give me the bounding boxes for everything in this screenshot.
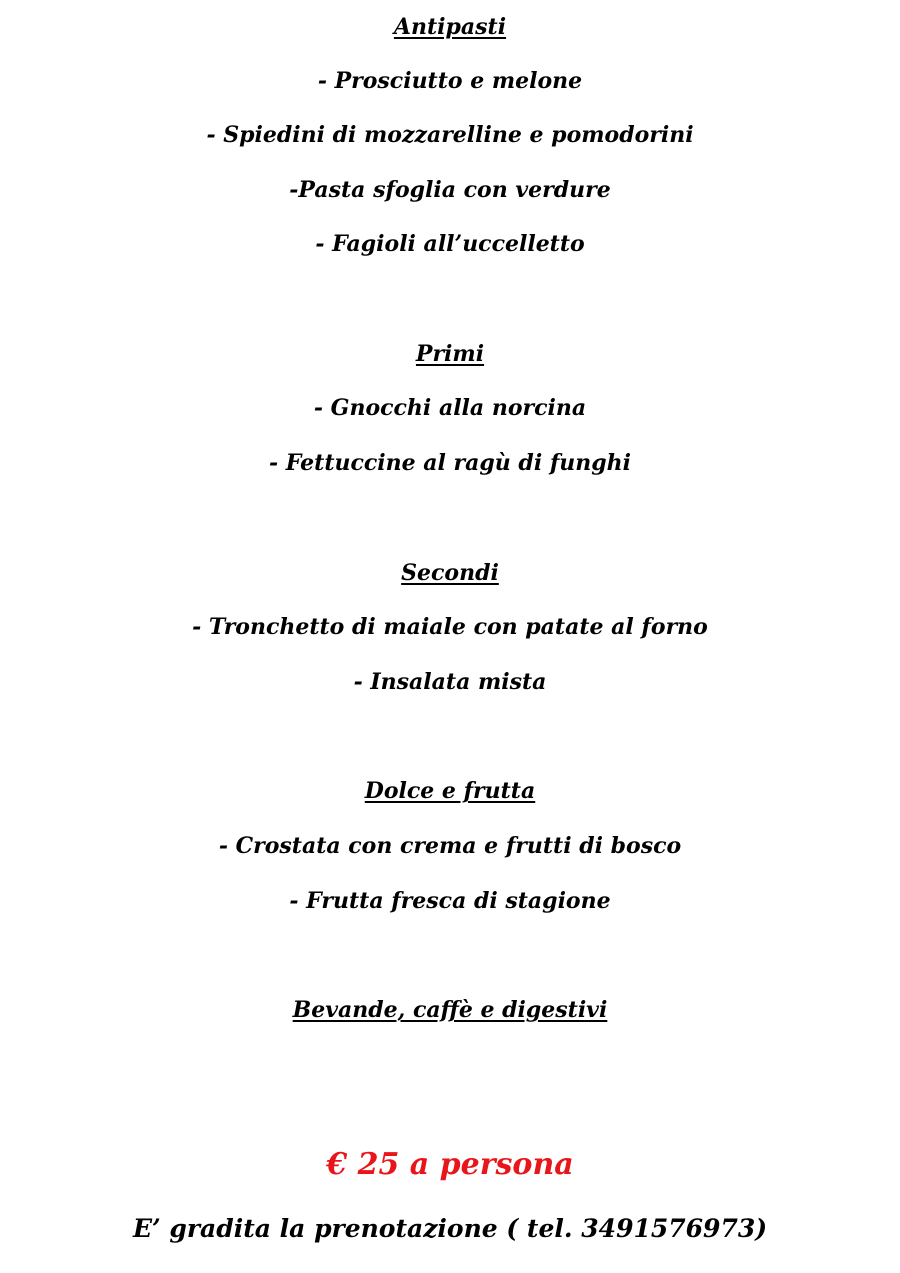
- section-heading-dolce-e-frutta: Dolce e frutta: [364, 778, 536, 804]
- menu-item: - Gnocchi alla norcina: [313, 395, 587, 421]
- menu-item: - Fagioli all’uccelletto: [315, 231, 585, 257]
- menu-item: - Crostata con crema e frutti di bosco: [218, 833, 682, 859]
- menu-item: - Fettuccine al ragù di funghi: [268, 450, 632, 476]
- menu-item: - Tronchetto di maiale con patate al forno: [192, 614, 708, 640]
- section-heading-secondi: Secondi: [401, 560, 499, 586]
- booking-note: E’ gradita la prenotazione ( tel. 3491576973): [132, 1214, 768, 1243]
- menu-item: - Prosciutto e melone: [317, 68, 583, 94]
- section-heading-primi: Primi: [415, 341, 485, 367]
- price-per-person: € 25 a persona: [326, 1147, 574, 1182]
- section-heading-bevande: Bevande, caffè e digestivi: [292, 997, 608, 1023]
- menu-item: - Insalata mista: [353, 669, 547, 695]
- menu-item: - Spiedini di mozzarelline e pomodorini: [206, 122, 694, 148]
- menu-item: - Frutta fresca di stagione: [289, 888, 611, 914]
- menu-item: -Pasta sfoglia con verdure: [289, 177, 611, 203]
- section-heading-antipasti: Antipasti: [393, 14, 507, 40]
